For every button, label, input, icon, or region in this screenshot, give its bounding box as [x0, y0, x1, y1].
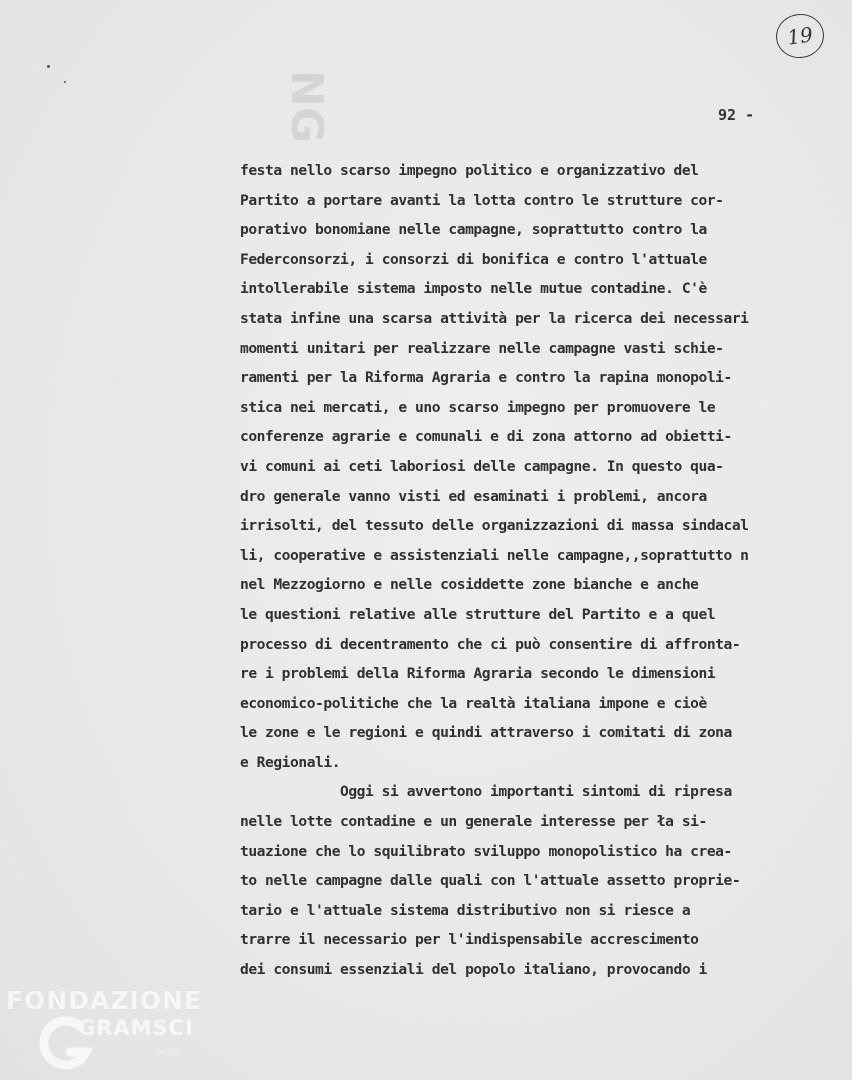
logo-word: GRAMSCI — [78, 1016, 194, 1040]
text-line: economico-politiche che la realtà italiana impone e cioè — [240, 694, 707, 712]
archive-number-stamp — [773, 11, 827, 61]
speck-mark — [47, 65, 50, 68]
text-line: dro generale vanno visti ed esaminati i problemi, ancora — [240, 487, 707, 505]
paragraph-start-line: Oggi si avvertono importanti sintomi di ripresa — [340, 783, 732, 801]
text-line: le zone e le regioni e quindi attraverso i comitati di zona — [240, 724, 732, 742]
text-line: momenti unitari per realizzare nelle campagne vasti schie- — [240, 339, 724, 357]
svg-text:NG: NG — [281, 70, 332, 143]
archive-number: 19 — [785, 22, 815, 50]
text-line: le questioni relative alle strutture del Partito e a quel — [240, 605, 716, 623]
text-line: festa nello scarso impegno politico e organizzativo del — [240, 162, 699, 179]
text-line: porativo bonomiane nelle campagne, soprattutto contro la — [240, 221, 707, 239]
text-line: intollerabile sistema imposto nelle mutue contadine. C'è — [240, 280, 707, 298]
text-line: li, cooperative e assistenziali nelle campagne,,soprattutto n — [240, 546, 749, 564]
text-line: processo di decentramento che ci può consentire di affronta- — [240, 635, 741, 653]
text-line: ramenti per la Riforma Agraria e contro la rapina monopoli- — [240, 369, 732, 387]
text-line: dei consumi essenziali del popolo italiano, provocando i — [240, 961, 707, 979]
speck-mark — [64, 81, 66, 83]
text-line: nel Mezzogiorno e nelle cosiddette zone bianche e anche — [240, 576, 699, 594]
text-line: stata infine una scarsa attività per la ricerca dei necessari — [240, 309, 749, 327]
logo-subtitle: onlus — [156, 1048, 181, 1058]
text-line: e Regionali. — [240, 753, 341, 771]
fondazione-gramsci-logo — [6, 986, 226, 1076]
text-line: conferenze agrarie e comunali e di zona attorno ad obietti- — [240, 428, 732, 446]
text-line: irrisolti, del tessuto delle organizzazioni di massa sindacal — [240, 517, 749, 535]
text-line: tario e l'attuale sistema distributivo non si riesce a — [240, 901, 691, 919]
text-line: re i problemi della Riforma Agraria secondo le dimensioni — [240, 665, 716, 683]
text-line: stica nei mercati, e uno scarso impegno per promuovere le — [240, 398, 716, 416]
text-line: trarre il necessario per l'indispensabile accrescimento — [240, 931, 699, 949]
text-line: tuazione che lo squilibrato sviluppo monopolistico ha crea- — [240, 842, 732, 860]
text-line: to nelle campagne dalle quali con l'attuale assetto proprie- — [240, 872, 741, 890]
body-text — [240, 156, 852, 985]
text-line: Partito a portare avanti la lotta contro le strutture cor- — [240, 191, 724, 209]
text-line: vi comuni ai ceti laboriosi delle campagne. In questo qua- — [240, 457, 724, 475]
text-line: nelle lotte contadine e un generale interesse per ła si- — [240, 813, 707, 831]
text-line: Federconsorzi, i consorzi di bonifica e contro l'attuale — [240, 250, 707, 268]
page-number: 92 - — [718, 106, 755, 124]
logo-title: FONDAZIONE — [6, 986, 203, 1015]
